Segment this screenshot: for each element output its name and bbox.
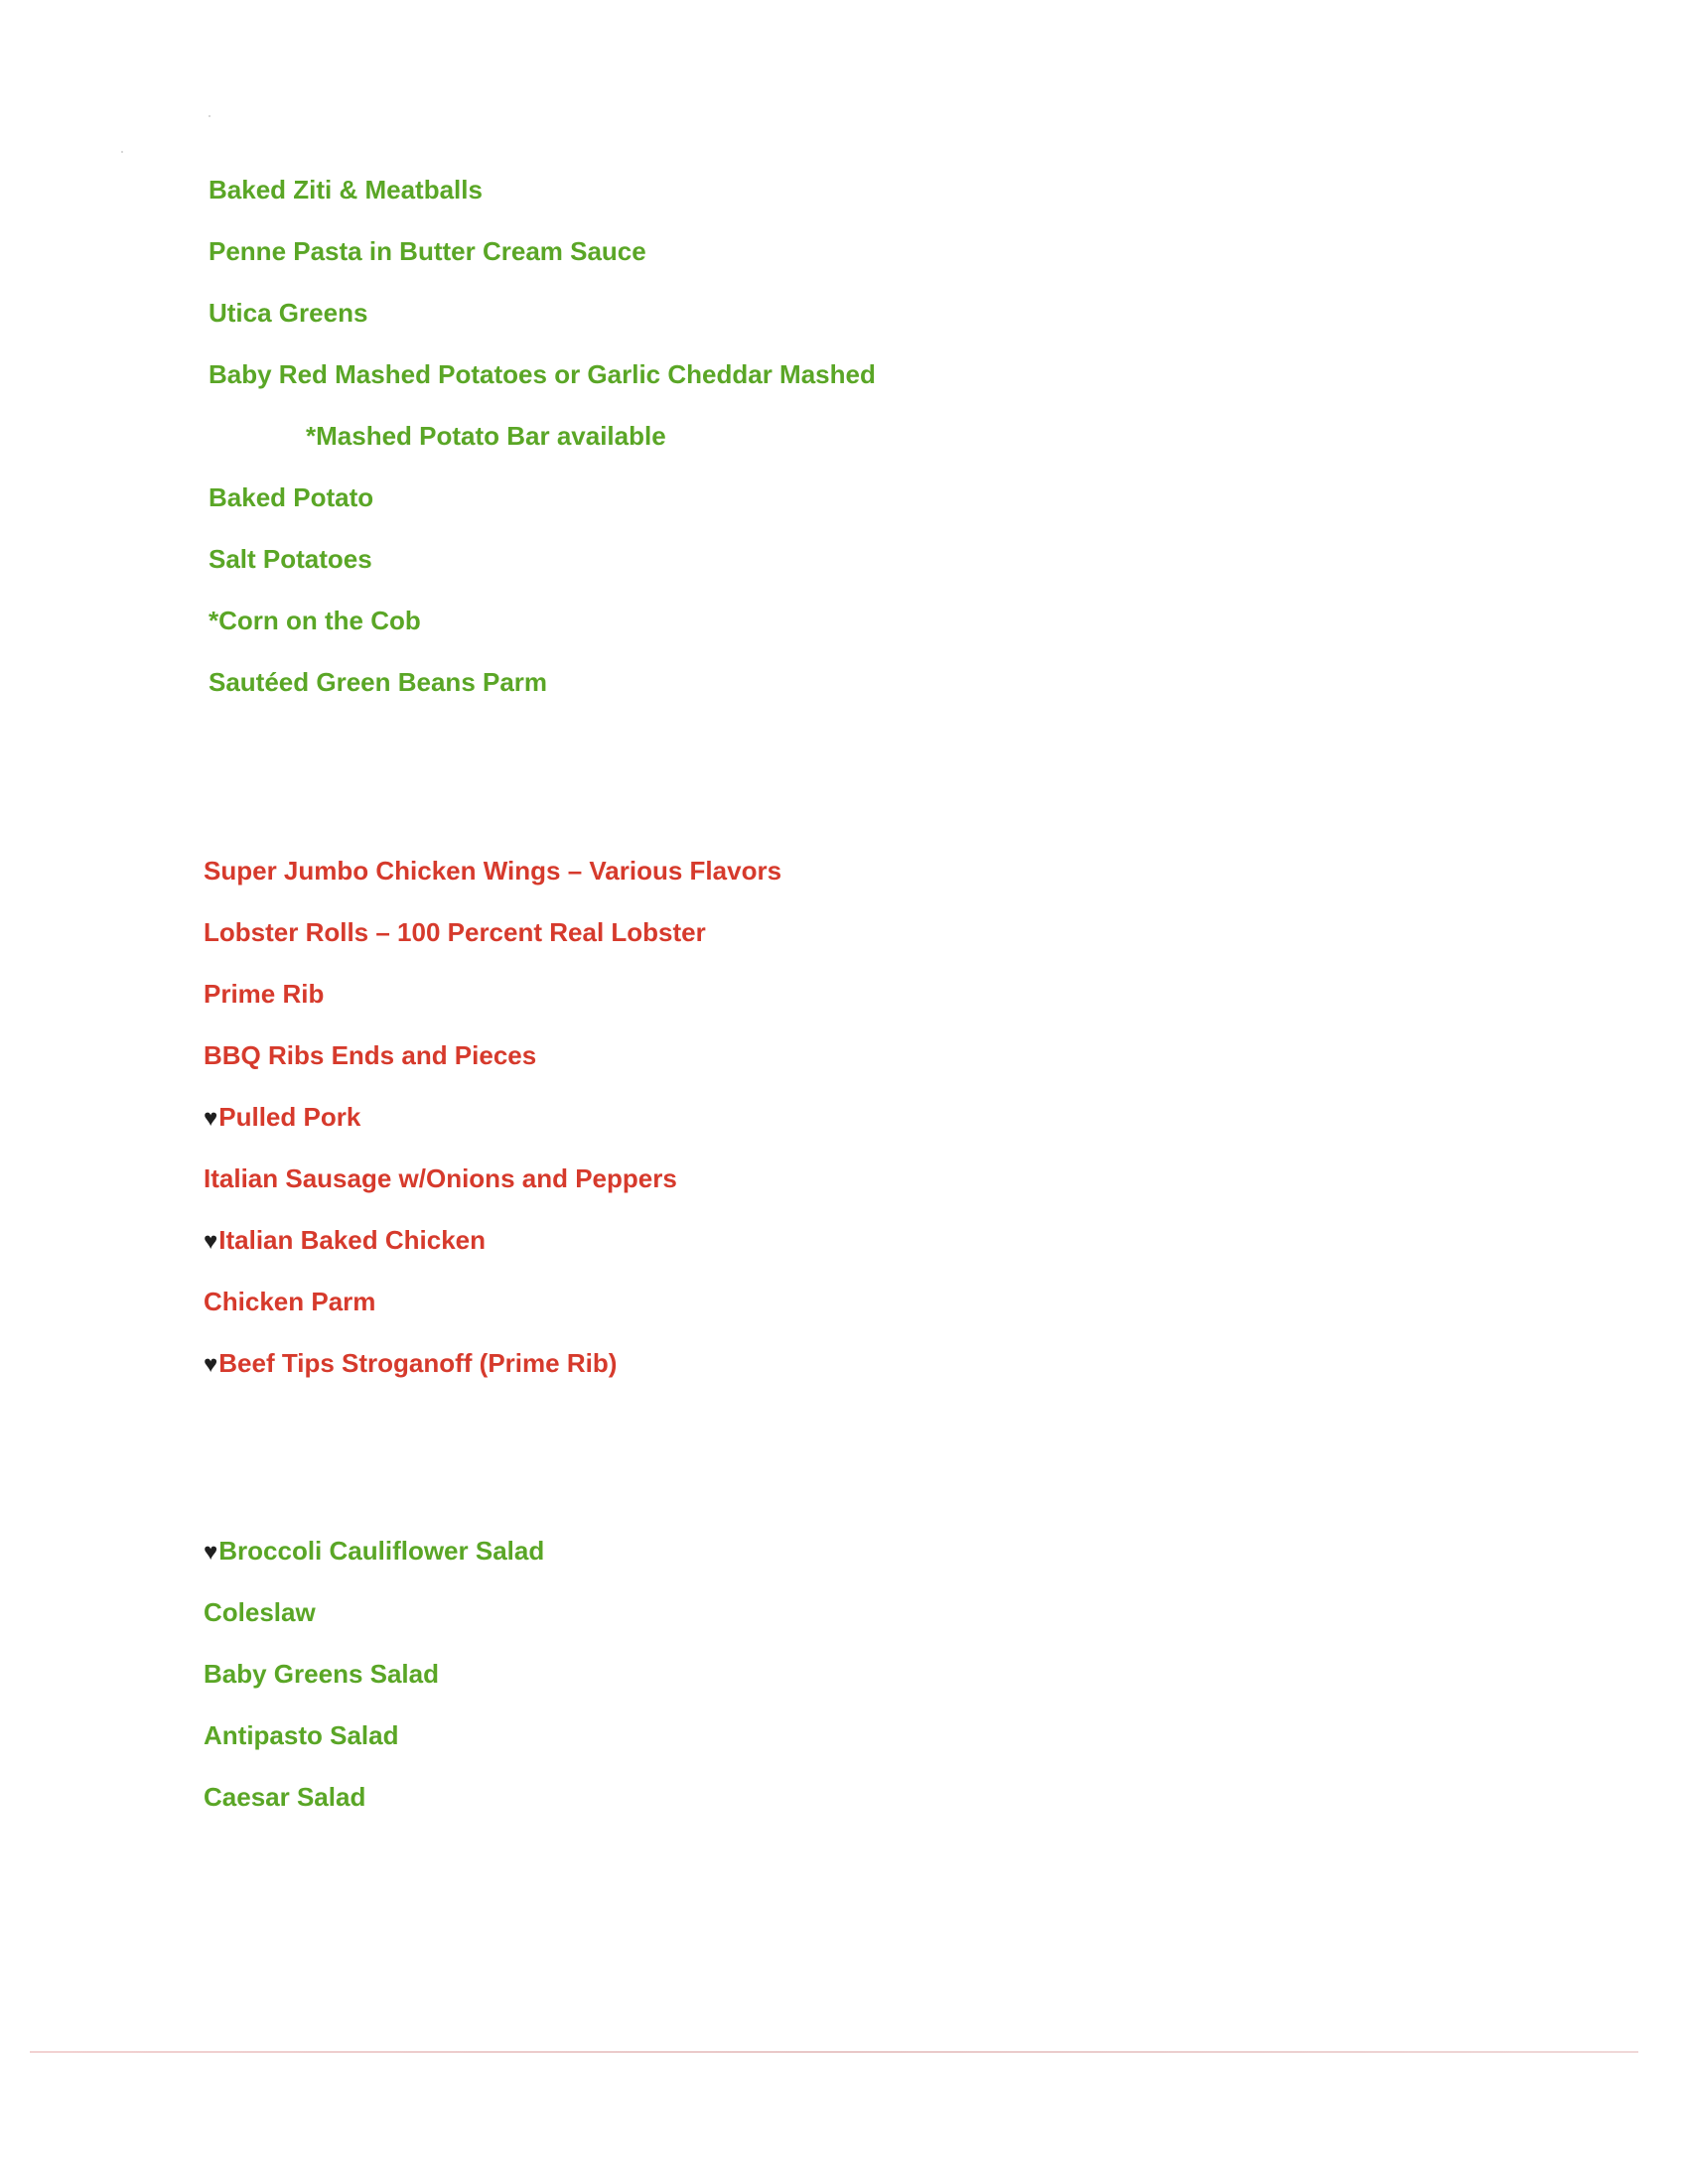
- list-item: [204, 1227, 486, 1254]
- item-label: Baked Potato: [209, 482, 374, 512]
- item-label: Penne Pasta in Butter Cream Sauce: [209, 236, 646, 266]
- list-item-note: [306, 423, 666, 449]
- item-label: Lobster Rolls – 100 Percent Real Lobster: [204, 917, 706, 947]
- list-item: [204, 1350, 617, 1377]
- list-item: [209, 177, 483, 203]
- heart-icon: ♥: [204, 1351, 218, 1378]
- item-label: Italian Sausage w/Onions and Peppers: [204, 1163, 677, 1193]
- item-label: Prime Rib: [204, 979, 325, 1009]
- list-item: [204, 1784, 365, 1810]
- item-label: Antipasto Salad: [204, 1720, 399, 1750]
- list-item: [204, 1661, 439, 1687]
- list-item: [204, 1104, 360, 1131]
- list-item: [204, 858, 781, 884]
- list-item: [204, 1722, 398, 1748]
- item-label: Chicken Parm: [204, 1287, 376, 1316]
- list-item: [209, 361, 876, 387]
- item-label: Salt Potatoes: [209, 544, 372, 574]
- list-item: [209, 238, 646, 264]
- heart-icon: ♥: [204, 1105, 218, 1132]
- scan-speck: [209, 115, 211, 117]
- list-item: [204, 1289, 375, 1314]
- item-label: Broccoli Cauliflower Salad: [218, 1536, 545, 1566]
- item-label: Sautéed Green Beans Parm: [209, 667, 548, 697]
- list-item: [204, 1042, 536, 1068]
- list-item: [209, 546, 372, 572]
- scan-speck: [121, 151, 123, 153]
- page-divider-line: [30, 2051, 1638, 2053]
- list-item: [209, 300, 367, 326]
- item-label: Baked Ziti & Meatballs: [209, 175, 483, 205]
- item-label: Pulled Pork: [218, 1102, 361, 1132]
- item-label: Beef Tips Stroganoff (Prime Rib): [218, 1348, 618, 1378]
- list-item: [204, 1538, 544, 1565]
- heart-icon: ♥: [204, 1539, 218, 1566]
- list-item: [204, 1599, 316, 1625]
- item-label: Super Jumbo Chicken Wings – Various Flavors: [204, 856, 782, 886]
- item-label: Italian Baked Chicken: [218, 1225, 487, 1255]
- item-label: BBQ Ribs Ends and Pieces: [204, 1040, 537, 1070]
- list-item: [209, 669, 547, 695]
- list-item: [204, 981, 324, 1007]
- item-label: Caesar Salad: [204, 1782, 366, 1812]
- list-item: [204, 919, 706, 945]
- item-label: *Mashed Potato Bar available: [306, 421, 666, 451]
- item-label: Baby Greens Salad: [204, 1659, 439, 1689]
- heart-icon: ♥: [204, 1228, 218, 1255]
- item-label: *Corn on the Cob: [209, 606, 421, 635]
- list-item: [209, 608, 421, 633]
- item-label: Utica Greens: [209, 298, 368, 328]
- list-item: [204, 1165, 677, 1191]
- list-item: [209, 484, 373, 510]
- item-label: Coleslaw: [204, 1597, 316, 1627]
- item-label: Baby Red Mashed Potatoes or Garlic Cheddar Mashed: [209, 359, 876, 389]
